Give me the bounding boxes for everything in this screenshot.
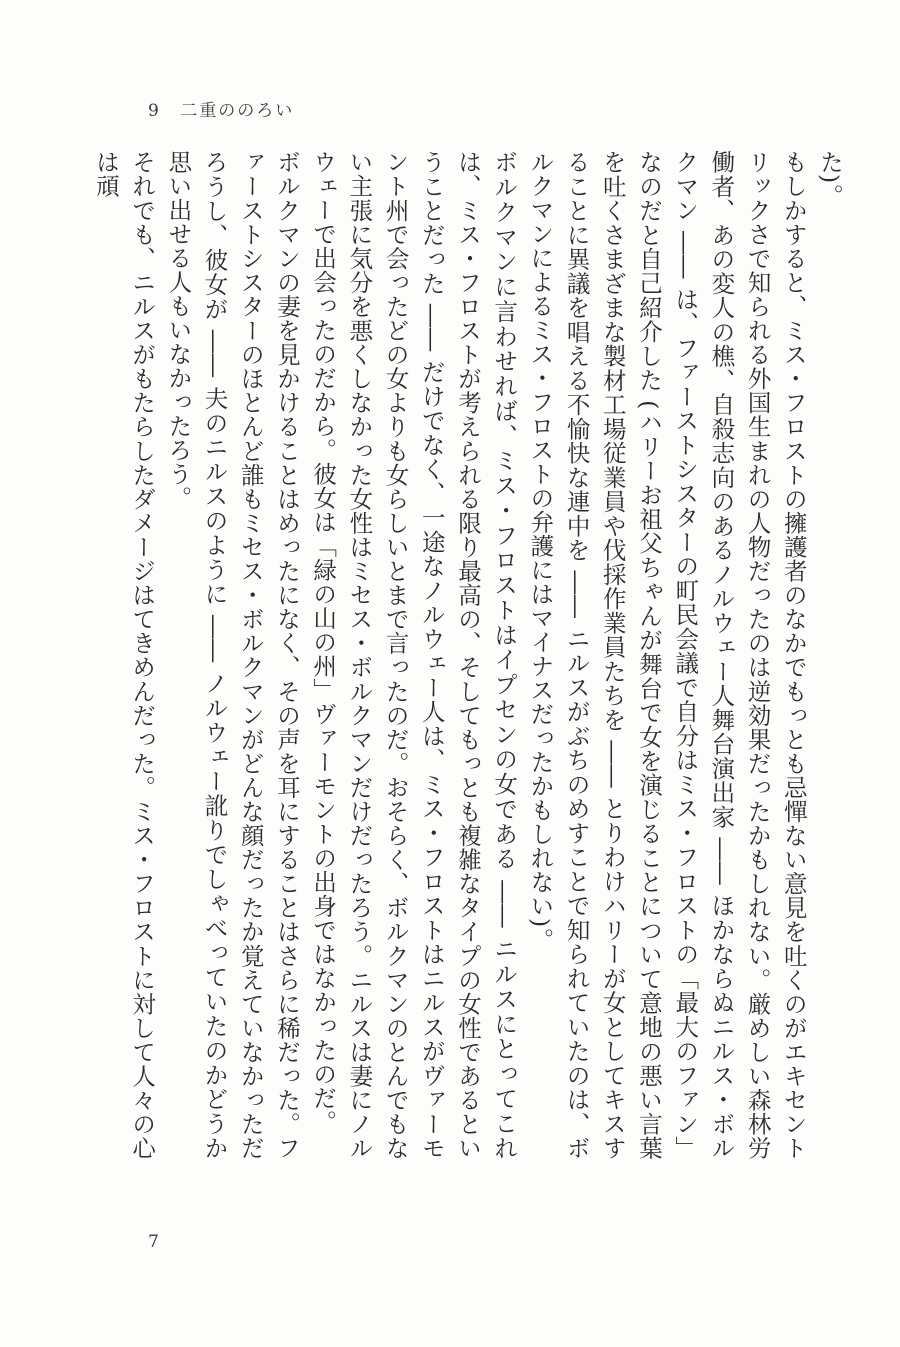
paragraph: ボルクマンに言わせれば、ミス・フロストはイプセンの女である ―― ニルスにとってこれは、ミス・フロストが考えられる限り最高の、そしてもっとも複雑なタイプの女性であるということだった ―― だけでなく、一途なノルウェー人は、ミス・フロストはニルスがヴァーモント州で会ったどの女よりも女らしいとまで言ったのだ。おそらく、ボルクマンのとんでもない主張に気分を悪くしなかった女性はミセス・ボルクマンだけだったろう。ニルスは妻にノルウェーで出会ったのだから。彼女は「緑の山の州」ヴァーモントの出身ではなかったのだ。 <box>309 150 519 1160</box>
chapter-title: 二重ののろい <box>180 101 295 121</box>
body-text <box>91 150 848 1160</box>
paragraph: ボルクマンの妻を見かけることはめったになく、その声を耳にすることはさらに稀だった。ファーストシスターのほとんど誰もミセス・ボルクマンがどんな顔だったか覚えていなかっただろうし、彼女が ―― 夫のニルスのように ―― ノルウェー訛りでしゃべっていたのかどうか思い出せる人もいなかったろう。 <box>164 150 301 1160</box>
paragraph: た)。 <box>816 150 844 208</box>
chapter-number: 9 <box>148 101 161 121</box>
page-number: 7 <box>148 1232 159 1252</box>
paragraph: それでも、ニルスがもたらしたダメージはてきめんだった。ミス・フロストに対して人々の心は頑 <box>91 150 157 1160</box>
running-head <box>148 96 294 121</box>
paragraph: もしかすると、ミス・フロストの擁護者のなかでもっとも忌憚ない意見を吐くのがエキセントリックさで知られる外国生まれの人物だったのは逆効果だったかもしれない。厳めしい森林労働者、あの変人の樵、自殺志向のあるノルウェー人舞台演出家 ―― ほかならぬニルス・ボルクマン ―― は、ファーストシスターの町民会議で自分はミス・フロストの「最大のファン」なのだと自己紹介した (ハリーお祖父ちゃんが舞台で女を演じることについて意地の悪い言葉を吐くさまざまな製材工場従業員や伐採作業員たちを ―― とりわけハリーが女としてキスすることに異議を唱える不愉快な連中を ―― ニルスがぶちのめすことで知られていたのは、ボルクマンによるミス・フロストの弁護にはマイナスだったかもしれない)。 <box>526 150 808 1160</box>
